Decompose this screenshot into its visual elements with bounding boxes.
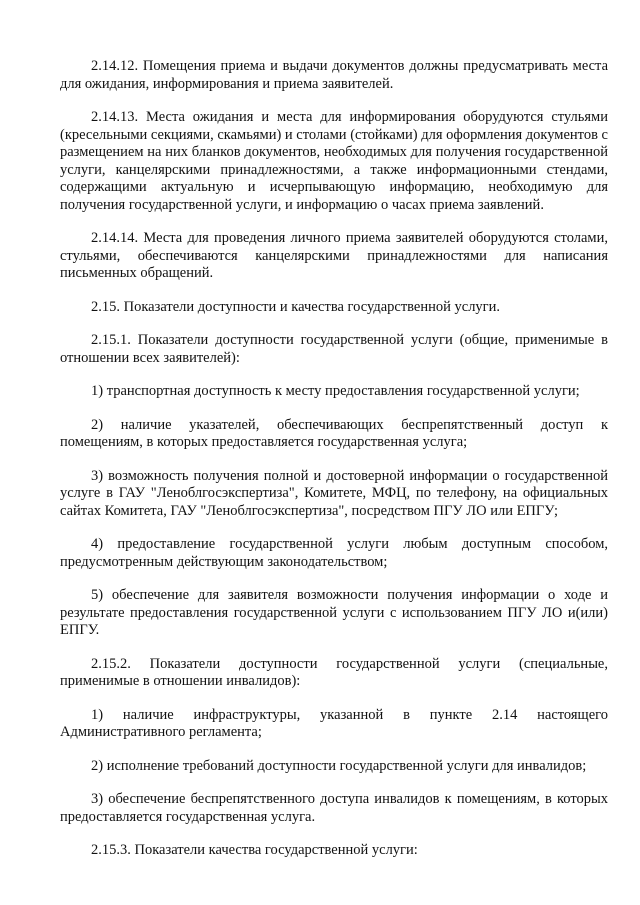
paragraph-2-14-13: 2.14.13. Места ожидания и места для информирования оборудуются стульями (кресельными секциями, скамьями) и столами (стойками) для оформления документов с размещением на них бланков документов, необходимых для получения государственной услуги, канцелярскими принадлежностями, а также информационными стендами, содержащими актуальную и исчерпывающую информацию, необходимую для получения государственной услуги, и информацию о часах приема заявлений. <box>60 109 608 213</box>
paragraph-2-15-3: 2.15.3. Показатели качества государственной услуги: <box>91 842 418 858</box>
paragraph-2-15-2: 2.15.2. Показатели доступности государственной услуги (специальные, применимые в отношении инвалидов): <box>60 655 608 689</box>
list-item: 4) предоставление государственной услуги любым доступным способом, предусмотренным действующим законодательством; <box>60 536 608 570</box>
section-heading-2-15: 2.15. Показатели доступности и качества государственной услуги. <box>91 298 501 315</box>
list-item: 2) наличие указателей, обеспечивающих беспрепятственный доступ к помещениям, в которых предоставляется государственная услуга; <box>60 416 608 450</box>
list-item: 1) наличие инфраструктуры, указанной в пункте 2.14 настоящего Административного регламента; <box>60 706 608 740</box>
document-body <box>60 58 608 876</box>
paragraph-2-14-14: 2.14.14. Места для проведения личного приема заявителей оборудуются столами, стульями, обеспечиваются канцелярскими принадлежностями для написания письменных обращений. <box>60 230 608 281</box>
list-item: 5) обеспечение для заявителя возможности получения информации о ходе и результате предоставления государственной услуги с использованием ПГУ ЛО и(или) ЕПГУ. <box>60 587 608 638</box>
paragraph-2-14-12: 2.14.12. Помещения приема и выдачи документов должны предусматривать места для ожидания, информирования и приема заявителей. <box>60 58 608 92</box>
list-item: 1) транспортная доступность к месту предоставления государственной услуги; <box>91 383 580 399</box>
paragraph-2-15-1: 2.15.1. Показатели доступности государственной услуги (общие, применимые в отношении всех заявителей): <box>60 332 608 366</box>
list-item: 2) исполнение требований доступности государственной услуги для инвалидов; <box>91 757 587 774</box>
list-item: 3) возможность получения полной и достоверной информации о государственной услуге в ГАУ "Леноблгосэкспертиза", Комитете, МФЦ, по телефону, на официальных сайтах Комитета, ГАУ "Леноблгосэкспертиза", посредством ПГУ ЛО или ЕПГУ; <box>60 467 608 519</box>
list-item: 3) обеспечение беспрепятственного доступа инвалидов к помещениям, в которых предоставляется государственная услуга. <box>60 791 608 825</box>
